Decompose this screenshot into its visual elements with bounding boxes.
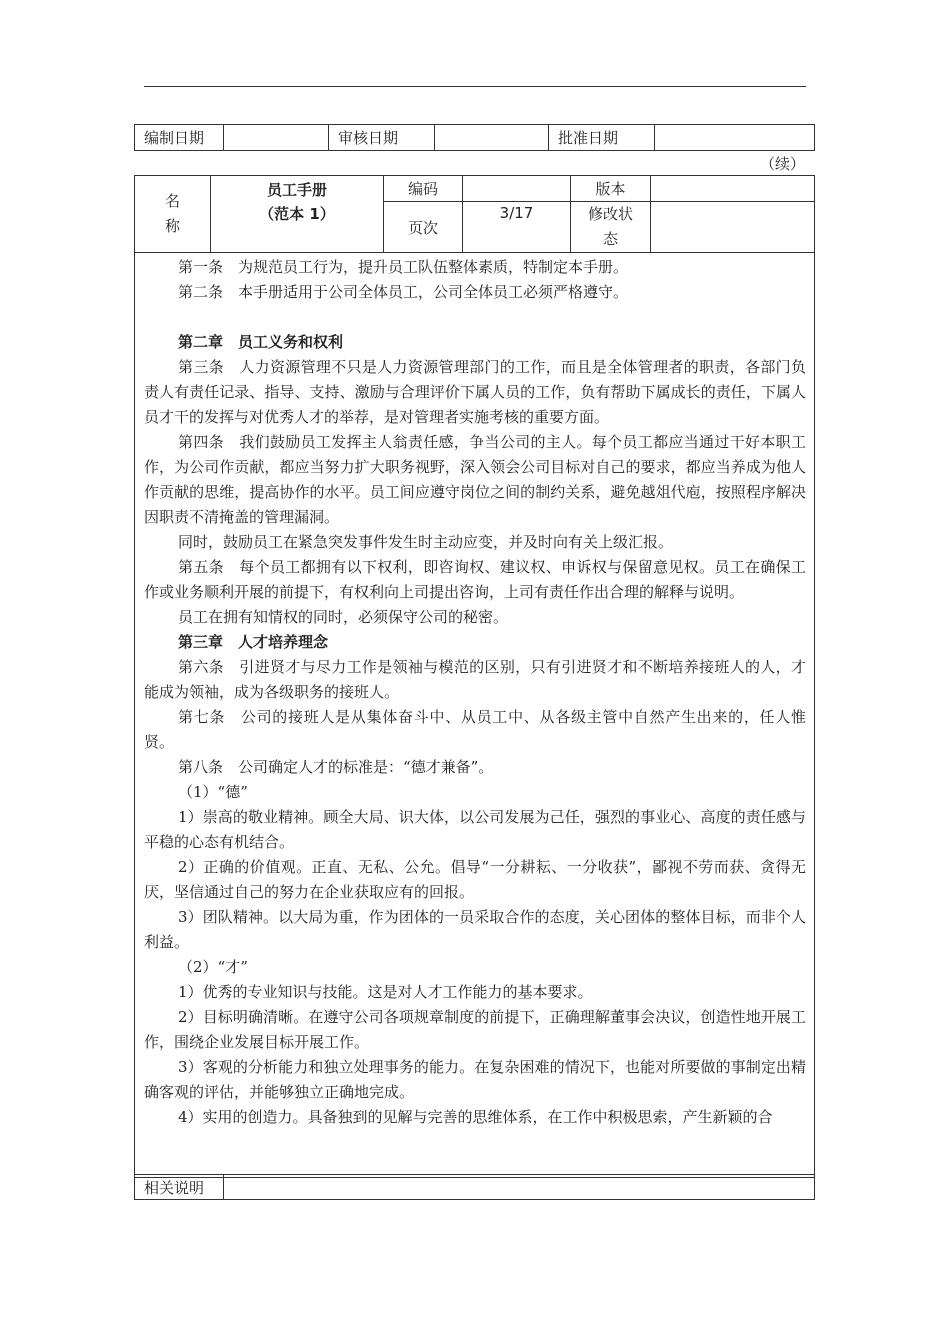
blank-line — [144, 305, 806, 330]
name-label-2: 称 — [164, 217, 180, 235]
revision-label-cell — [571, 202, 651, 253]
article-paragraph: 同时，鼓励员工在紧急突发事件发生时主动应变，并及时向有关上级汇报。 — [178, 533, 674, 551]
article-paragraph: 第六条 引进贤才与尽力工作是领袖与模范的区别，只有引进贤才和不断培养接班人的人，才能成为领袖，成为各级职务的接班人。 — [144, 658, 806, 701]
review-date-value — [435, 125, 549, 151]
article-paragraph: 1）崇高的敬业精神。顾全大局、识大体，以公司发展为己任，强烈的事业心、高度的责任感与平稳的心态有机结合。 — [144, 808, 806, 851]
review-date-label: 审核日期 — [329, 125, 435, 151]
name-label-cell — [135, 176, 211, 253]
article-paragraph: 2）正确的价值观。正直、无私、公允。倡导“一分耕耘、一分收获”，鄙视不劳而获、贪得无厌，坚信通过自己的努力在企业获取应有的回报。 — [144, 858, 806, 901]
content-body — [135, 253, 815, 1178]
article-paragraph: 第七条 公司的接班人是从集体奋斗中、从员工中、从各级主管中自然产生出来的，任人惟贤。 — [144, 708, 806, 751]
compile-date-value — [224, 125, 329, 151]
article-paragraph: 2）目标明确清晰。在遵守公司各项规章制度的前提下，正确理解董事会决议，创造性地开展工作，围绕企业发展目标开展工作。 — [144, 1008, 806, 1051]
code-value — [463, 176, 571, 202]
article-paragraph: 第八条 公司确定人才的标准是：“德才兼备”。 — [178, 758, 494, 776]
page-value: 3/17 — [463, 202, 571, 253]
page-label: 页次 — [384, 202, 463, 253]
compile-date-label: 编制日期 — [135, 125, 224, 151]
article-paragraph: 第五条 每个员工都拥有以下权利，即咨询权、建议权、申诉权与保留意见权。员工在确保工作或业务顺利开展的前提下，有权利向上司提出咨询，上司有责任作出合理的解释与说明。 — [144, 558, 806, 601]
document-table — [134, 175, 815, 1178]
notes-table — [134, 1174, 815, 1200]
name-label-1: 名 — [164, 192, 180, 210]
chapter-heading: 第三章 人才培养理念 — [178, 633, 329, 651]
version-label: 版本 — [571, 176, 651, 202]
version-value — [651, 176, 815, 202]
chapter-heading: 第二章 员工义务和权利 — [178, 333, 344, 351]
article-paragraph: 第三条 人力资源管理不只是人力资源管理部门的工作，而且是全体管理者的职责，各部门负责人有责任记录、指导、支持、激励与合理评价下属人员的工作，负有帮助下属成长的责任，下属人员才干的发挥与对优秀人才的举荐，是对管理者实施考核的重要方面。 — [144, 358, 806, 426]
article-paragraph: 员工在拥有知情权的同时，必须保守公司的秘密。 — [178, 608, 509, 626]
revision-label-2: 态 — [602, 230, 618, 248]
approve-date-label: 批准日期 — [549, 125, 655, 151]
article-paragraph: 3）客观的分析能力和独立处理事务的能力。在复杂困难的情况下，也能对所要做的事制定出精确客观的评估，并能够独立正确地完成。 — [144, 1058, 806, 1101]
content-container — [144, 255, 806, 1130]
approve-date-value — [655, 125, 815, 151]
code-label: 编码 — [384, 176, 463, 202]
article-paragraph: 3）团队精神。以大局为重，作为团体的一员采取合作的态度，关心团体的整体目标，而非个人利益。 — [144, 908, 806, 951]
article-paragraph: 第四条 我们鼓励员工发挥主人翁责任感，争当公司的主人。每个员工都应当通过干好本职工作，为公司作贡献，都应当努力扩大职务视野，深入领会公司目标对自己的要求，都应当养成为他人作贡献的思维，提高协作的水平。员工间应遵守岗位之间的制约关系，避免越俎代庖，按照程序解决因职责不清掩盖的管理漏洞。 — [144, 433, 806, 526]
article-paragraph: 第二条 本手册适用于公司全体员工，公司全体员工必须严格遵守。 — [178, 283, 629, 301]
continued-mark: （续） — [760, 155, 806, 173]
revision-label-1: 修改状 — [587, 205, 633, 223]
notes-value — [224, 1175, 815, 1200]
header-rule — [144, 86, 806, 87]
article-paragraph: 4）实用的创造力。具备独到的见解与完善的思维体系，在工作中积极思索，产生新颖的合 — [178, 1108, 773, 1126]
article-paragraph: （1）“德” — [178, 783, 248, 801]
doc-subtitle: （范本 1） — [259, 205, 335, 223]
doc-title-cell — [211, 176, 384, 253]
article-paragraph: 1）优秀的专业知识与技能。这是对人才工作能力的基本要求。 — [178, 983, 593, 1001]
article-paragraph: （2）“才” — [178, 958, 248, 976]
notes-label: 相关说明 — [135, 1175, 224, 1200]
doc-title: 员工手册 — [266, 181, 327, 199]
approval-table — [134, 124, 815, 151]
article-paragraph: 第一条 为规范员工行为，提升员工队伍整体素质，特制定本手册。 — [178, 258, 629, 276]
revision-value — [651, 202, 815, 253]
